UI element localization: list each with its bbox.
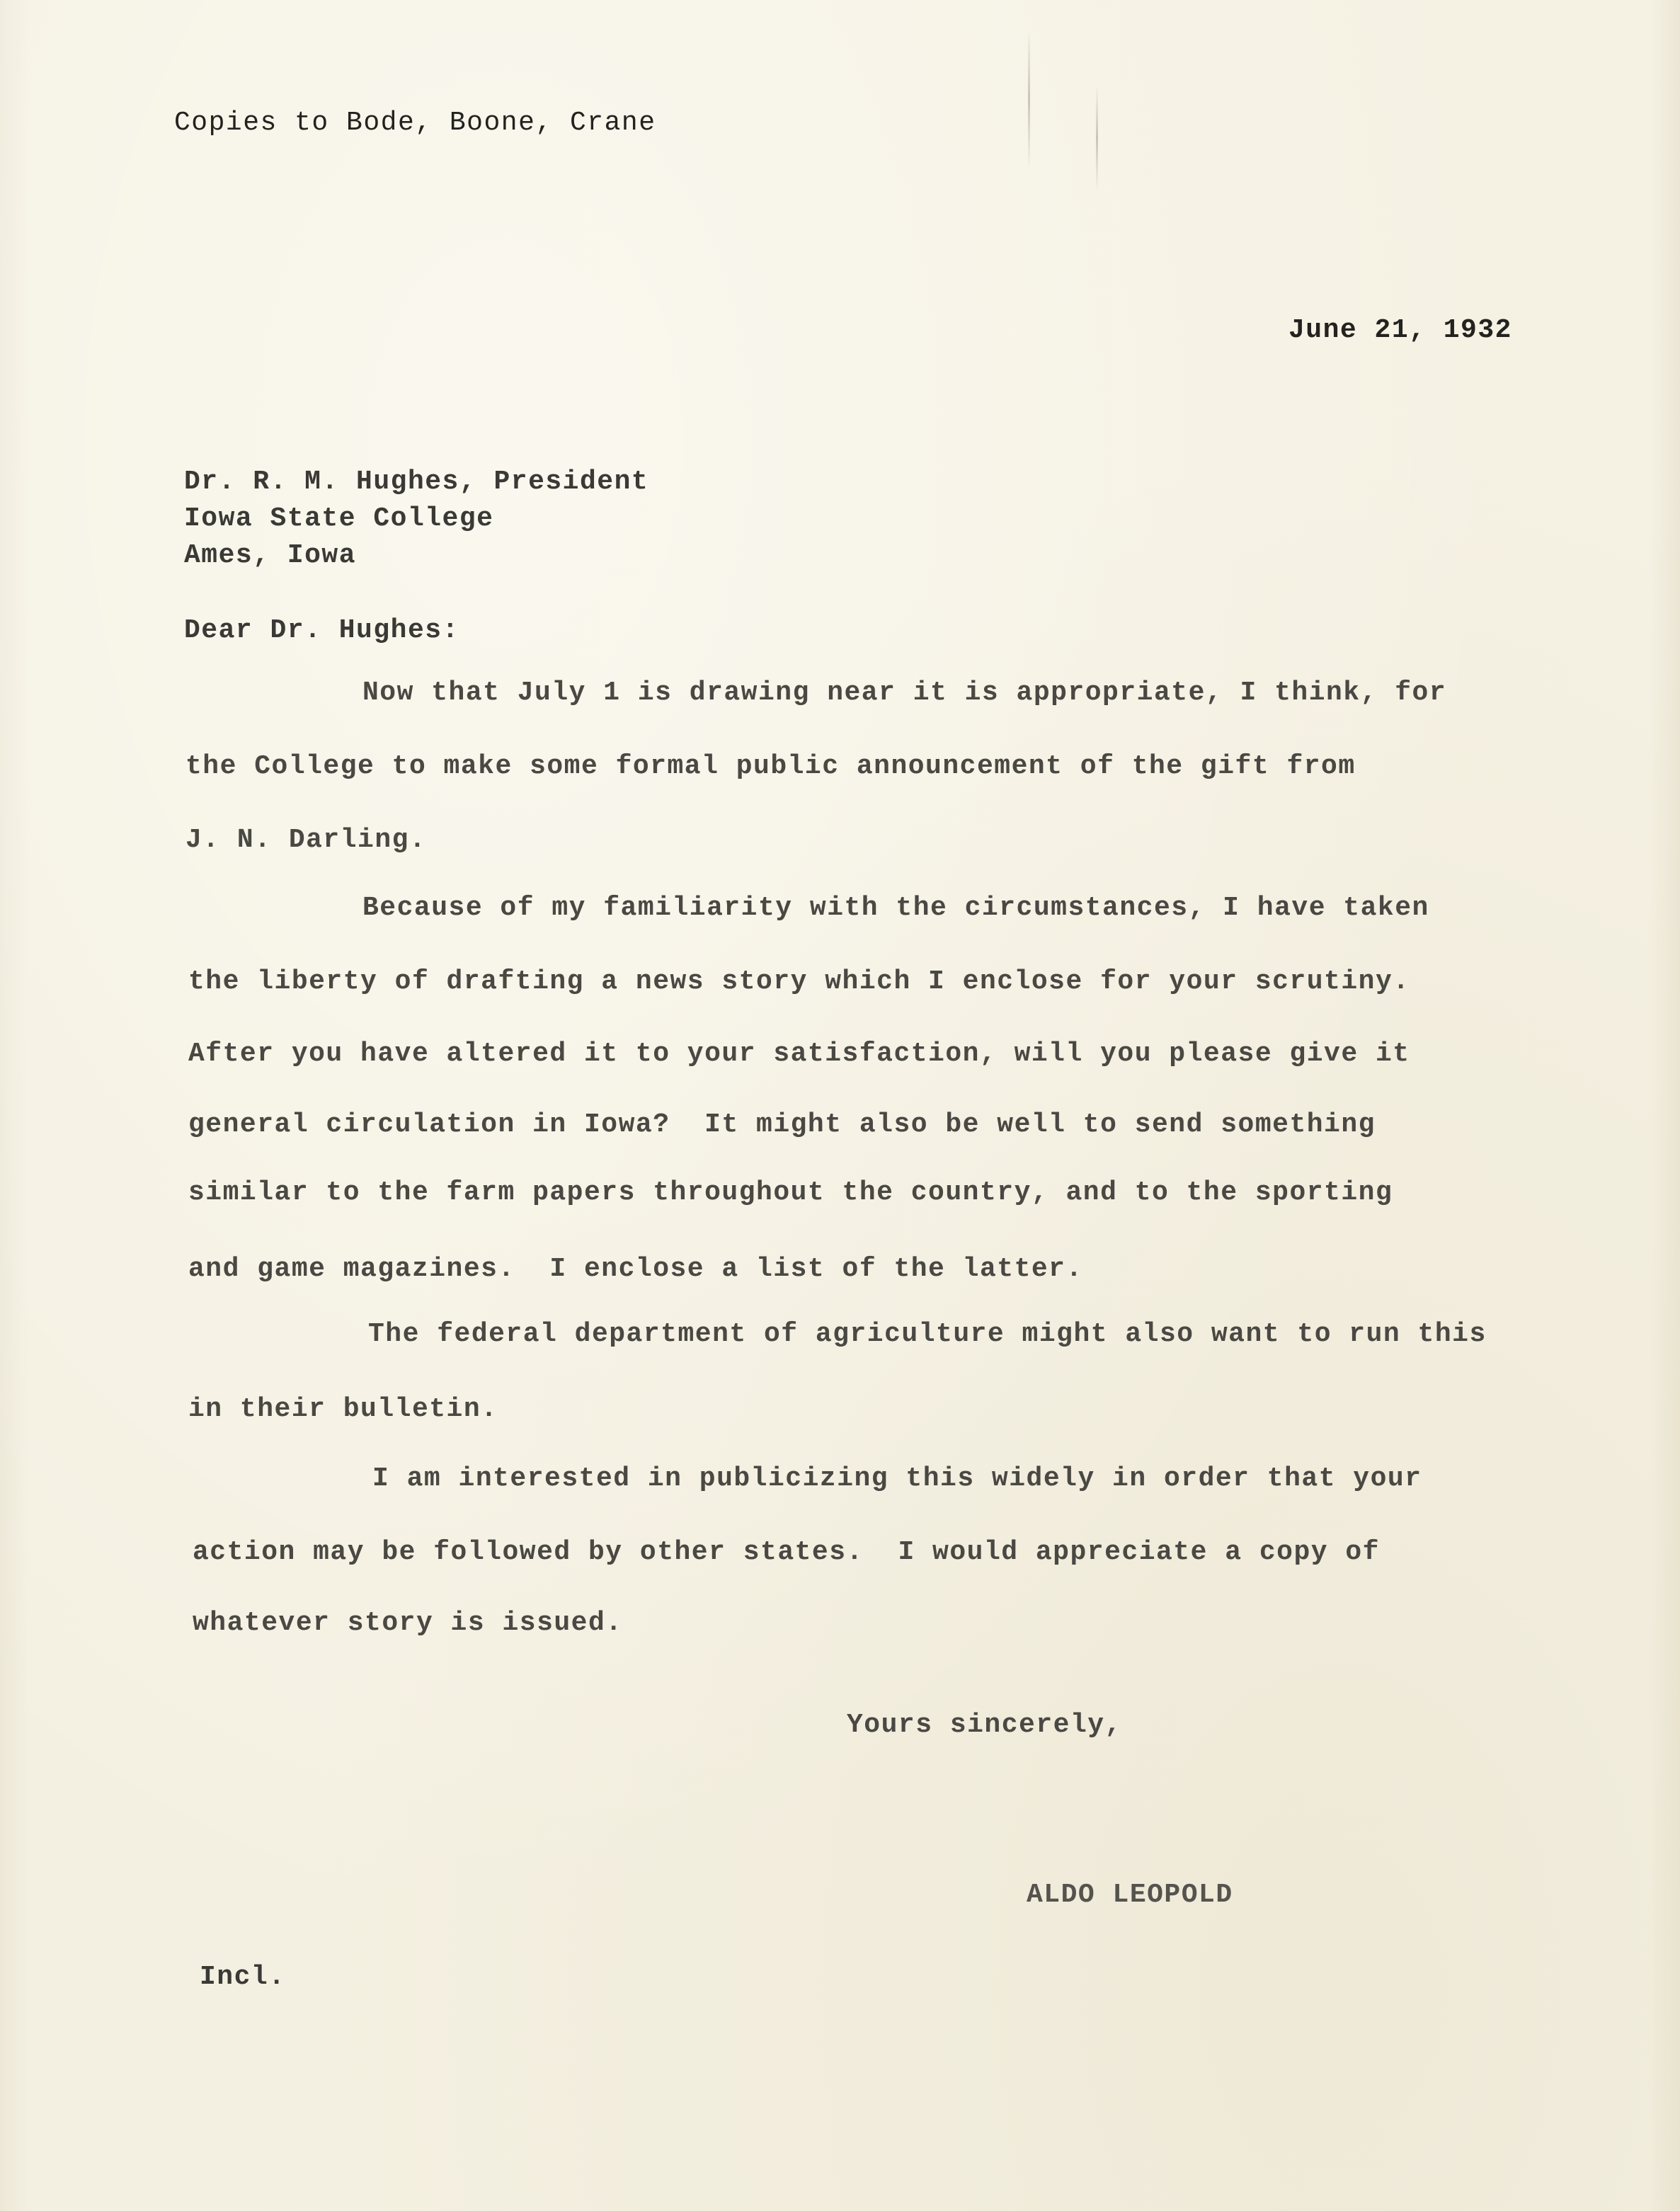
body-line: I am interested in publicizing this widely in order that your — [372, 1463, 1422, 1494]
paper-fold-mark — [1096, 85, 1098, 191]
body-line: the liberty of drafting a news story which I enclose for your scrutiny. — [188, 966, 1410, 997]
signature-name: ALDO LEOPOLD — [1027, 1880, 1233, 1910]
body-line: similar to the farm papers throughout the country, and to the sporting — [188, 1177, 1393, 1208]
body-line: action may be followed by other states. I would appreciate a copy of — [193, 1537, 1380, 1567]
body-line: the College to make some formal public announcement of the gift from — [185, 751, 1356, 782]
salutation: Dear Dr. Hughes: — [184, 615, 459, 646]
body-line: After you have altered it to your satisfaction, will you please give it — [188, 1039, 1410, 1069]
recipient-city: Ames, Iowa — [184, 540, 357, 571]
recipient-institution: Iowa State College — [184, 503, 494, 534]
body-line: J. N. Darling. — [185, 825, 427, 855]
body-line: and game magazines. I enclose a list of the latter. — [188, 1254, 1083, 1284]
closing: Yours sincerely, — [847, 1710, 1122, 1740]
recipient-name: Dr. R. M. Hughes, President — [184, 467, 649, 497]
body-line: Because of my familiarity with the circumstances, I have taken — [362, 893, 1429, 923]
body-line: in their bulletin. — [188, 1394, 498, 1424]
paper-fold-mark — [1028, 28, 1030, 170]
letter-date: June 21, 1932 — [1288, 315, 1512, 345]
body-line: Now that July 1 is drawing near it is appropriate, I think, for — [362, 678, 1447, 708]
copies-note: Copies to Bode, Boone, Crane — [174, 108, 656, 138]
enclosure-note: Incl. — [200, 1962, 286, 1992]
body-line: general circulation in Iowa? It might also be well to send something — [188, 1109, 1376, 1140]
body-line: whatever story is issued. — [193, 1608, 623, 1638]
body-line: The federal department of agriculture might also want to run this — [368, 1319, 1487, 1349]
